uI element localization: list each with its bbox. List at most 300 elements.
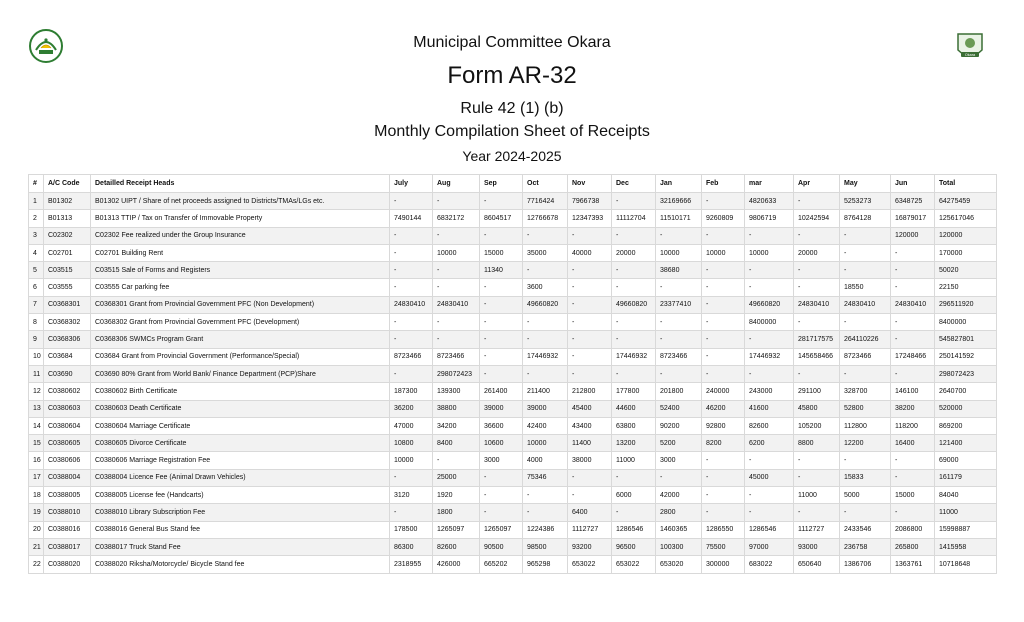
column-header: July	[390, 175, 433, 193]
table-cell: 8604517	[480, 210, 523, 227]
table-cell: 328700	[840, 383, 891, 400]
table-cell: B01313 TTIP / Tax on Transfer of Immovable Property	[91, 210, 390, 227]
table-cell: C0368301 Grant from Provincial Government PFC (Non Development)	[91, 296, 390, 313]
table-cell: -	[840, 314, 891, 331]
table-cell: 45000	[745, 469, 794, 486]
table-cell: 201800	[656, 383, 702, 400]
table-cell: 243000	[745, 383, 794, 400]
table-cell: 86300	[390, 538, 433, 555]
table-cell: 46200	[702, 400, 745, 417]
fiscal-year: Year 2024-2025	[462, 148, 562, 164]
table-cell: 653020	[656, 556, 702, 573]
table-cell: 1286546	[612, 521, 656, 538]
table-cell: 146100	[891, 383, 935, 400]
table-cell: 177800	[612, 383, 656, 400]
table-cell: 10000	[702, 244, 745, 261]
table-cell: -	[568, 348, 612, 365]
table-cell: -	[702, 279, 745, 296]
table-cell: C0380606 Marriage Registration Fee	[91, 452, 390, 469]
table-cell: 21	[29, 538, 44, 555]
table-row	[29, 193, 997, 210]
table-cell: 52800	[840, 400, 891, 417]
table-cell: 1286546	[745, 521, 794, 538]
table-cell: 8800	[794, 435, 840, 452]
table-cell: 264110226	[840, 331, 891, 348]
table-cell: 7490144	[390, 210, 433, 227]
table-cell: C0368302 Grant from Provincial Government PFC (Development)	[91, 314, 390, 331]
table-cell: 15000	[891, 487, 935, 504]
table-cell: 11	[29, 365, 44, 382]
table-cell: C03684 Grant from Provincial Government (Performance/Special)	[91, 348, 390, 365]
column-header: Jun	[891, 175, 935, 193]
table-cell: -	[523, 504, 568, 521]
table-cell: -	[745, 452, 794, 469]
table-cell: -	[794, 193, 840, 210]
table-cell: -	[390, 365, 433, 382]
table-cell: C0368306 SWMCs Program Grant	[91, 331, 390, 348]
table-cell: 125617046	[935, 210, 997, 227]
table-cell: 3600	[523, 279, 568, 296]
table-cell: 42000	[656, 487, 702, 504]
table-cell: -	[480, 365, 523, 382]
table-cell: -	[480, 227, 523, 244]
table-cell: -	[612, 365, 656, 382]
table-cell: 38680	[656, 262, 702, 279]
table-cell: 187300	[390, 383, 433, 400]
table-cell: -	[891, 244, 935, 261]
table-cell: 5200	[656, 435, 702, 452]
table-cell: 39000	[523, 400, 568, 417]
table-cell: C0380603	[44, 400, 91, 417]
table-cell: -	[702, 469, 745, 486]
table-cell: 84040	[935, 487, 997, 504]
table-cell: -	[480, 504, 523, 521]
table-cell: 1415958	[935, 538, 997, 555]
table-cell: -	[891, 262, 935, 279]
table-cell: 10	[29, 348, 44, 365]
table-cell: 90500	[480, 538, 523, 555]
table-cell: 212800	[568, 383, 612, 400]
table-cell: -	[702, 487, 745, 504]
table-cell: 10000	[433, 244, 480, 261]
table-cell: -	[891, 279, 935, 296]
table-cell: -	[568, 487, 612, 504]
table-cell: 236758	[840, 538, 891, 555]
organization-name: Municipal Committee Okara	[413, 34, 611, 51]
table-cell: 869200	[935, 417, 997, 434]
column-header: A/C Code	[44, 175, 91, 193]
table-cell: 6348725	[891, 193, 935, 210]
table-row	[29, 538, 997, 555]
table-cell: 22	[29, 556, 44, 573]
table-cell: 1112727	[794, 521, 840, 538]
rule-reference: Rule 42 (1) (b)	[460, 100, 564, 117]
table-cell: C0380602	[44, 383, 91, 400]
table-cell: -	[612, 279, 656, 296]
table-cell: 145658466	[794, 348, 840, 365]
table-cell: C03684	[44, 348, 91, 365]
table-cell: C02302 Fee realized under the Group Insurance	[91, 227, 390, 244]
table-cell: 93200	[568, 538, 612, 555]
table-cell: 240000	[702, 383, 745, 400]
table-cell: 10800	[390, 435, 433, 452]
table-row	[29, 262, 997, 279]
table-cell: 2433546	[840, 521, 891, 538]
table-row	[29, 469, 997, 486]
table-cell: 64275459	[935, 193, 997, 210]
table-cell: 1112727	[568, 521, 612, 538]
table-row	[29, 400, 997, 417]
table-row	[29, 348, 997, 365]
table-cell: 22150	[935, 279, 997, 296]
table-cell: C0388017 Truck Stand Fee	[91, 538, 390, 555]
table-cell: 82600	[745, 417, 794, 434]
table-cell: 650640	[794, 556, 840, 573]
table-cell: 2800	[656, 504, 702, 521]
table-cell: 11000	[612, 452, 656, 469]
table-row	[29, 227, 997, 244]
table-cell: B01302 UIPT / Share of net proceeds assigned to Districts/TMAs/LGs etc.	[91, 193, 390, 210]
column-header: Sep	[480, 175, 523, 193]
table-cell: 8200	[702, 435, 745, 452]
table-cell: 93000	[794, 538, 840, 555]
table-cell: -	[891, 365, 935, 382]
table-cell: -	[656, 469, 702, 486]
table-cell: -	[612, 227, 656, 244]
table-cell: C0388004	[44, 469, 91, 486]
table-cell: -	[891, 469, 935, 486]
table-cell: -	[840, 504, 891, 521]
table-cell: 16879017	[891, 210, 935, 227]
table-cell: 7966738	[568, 193, 612, 210]
table-cell: 10242594	[794, 210, 840, 227]
table-cell: 49660820	[523, 296, 568, 313]
table-cell: -	[480, 296, 523, 313]
table-cell: 1363761	[891, 556, 935, 573]
table-cell: 2318955	[390, 556, 433, 573]
table-cell: -	[612, 314, 656, 331]
table-cell: -	[840, 365, 891, 382]
receipts-table	[28, 174, 997, 574]
table-row	[29, 331, 997, 348]
table-cell: 100300	[656, 538, 702, 555]
table-cell: 265800	[891, 538, 935, 555]
table-cell: 11000	[794, 487, 840, 504]
table-cell: -	[612, 193, 656, 210]
table-cell: 49660820	[612, 296, 656, 313]
table-row	[29, 435, 997, 452]
table-cell: C0388010 Library Subscription Fee	[91, 504, 390, 521]
table-cell: C03515 Sale of Forms and Registers	[91, 262, 390, 279]
table-cell: 11510171	[656, 210, 702, 227]
table-header	[29, 175, 997, 193]
table-cell: 281717575	[794, 331, 840, 348]
table-cell: 1920	[433, 487, 480, 504]
table-cell: 8723466	[656, 348, 702, 365]
table-cell: 121400	[935, 435, 997, 452]
table-row	[29, 383, 997, 400]
table-row	[29, 556, 997, 573]
table-cell: 8764128	[840, 210, 891, 227]
table-cell: -	[433, 452, 480, 469]
table-cell: 41600	[745, 400, 794, 417]
table-cell: -	[612, 262, 656, 279]
table-cell: -	[745, 331, 794, 348]
table-cell: -	[656, 365, 702, 382]
table-cell: -	[568, 331, 612, 348]
table-cell: 1286550	[702, 521, 745, 538]
table-cell: 10000	[745, 244, 794, 261]
table-cell: 15998887	[935, 521, 997, 538]
table-row	[29, 521, 997, 538]
table-cell: -	[433, 279, 480, 296]
table-cell: 11400	[568, 435, 612, 452]
table-cell: 10600	[480, 435, 523, 452]
table-cell: 36600	[480, 417, 523, 434]
table-cell: 291100	[794, 383, 840, 400]
table-cell: -	[794, 469, 840, 486]
table-cell: 17446932	[612, 348, 656, 365]
table-cell: 45400	[568, 400, 612, 417]
table-cell: -	[612, 331, 656, 348]
table-cell: 17446932	[523, 348, 568, 365]
table-cell: -	[891, 314, 935, 331]
table-cell: C0380603 Death Certificate	[91, 400, 390, 417]
table-cell: 75500	[702, 538, 745, 555]
table-cell: B01313	[44, 210, 91, 227]
table-row	[29, 279, 997, 296]
table-cell: 6832172	[433, 210, 480, 227]
table-cell: -	[480, 279, 523, 296]
table-cell: 3	[29, 227, 44, 244]
table-cell: 96500	[612, 538, 656, 555]
table-cell: -	[656, 227, 702, 244]
table-cell: 39000	[480, 400, 523, 417]
table-cell: 1460365	[656, 521, 702, 538]
table-cell: -	[523, 227, 568, 244]
table-cell: 43400	[568, 417, 612, 434]
table-cell: 20000	[794, 244, 840, 261]
table-cell: 17248466	[891, 348, 935, 365]
table-cell: 40000	[568, 244, 612, 261]
table-cell: 23377410	[656, 296, 702, 313]
table-row	[29, 452, 997, 469]
table-cell: -	[480, 469, 523, 486]
table-cell: -	[390, 193, 433, 210]
table-cell: 52400	[656, 400, 702, 417]
table-cell: C0388004 Licence Fee (Animal Drawn Vehicles)	[91, 469, 390, 486]
table-cell: 8723466	[433, 348, 480, 365]
table-cell: 24830410	[794, 296, 840, 313]
table-cell: -	[390, 504, 433, 521]
table-cell: 92800	[702, 417, 745, 434]
table-cell: C0388017	[44, 538, 91, 555]
table-cell: -	[480, 331, 523, 348]
header-row	[29, 175, 997, 193]
table-cell: 34200	[433, 417, 480, 434]
table-cell: -	[840, 262, 891, 279]
table-cell: -	[745, 262, 794, 279]
table-cell: 1265097	[433, 521, 480, 538]
table-cell: 300000	[702, 556, 745, 573]
table-cell: 38000	[568, 452, 612, 469]
table-cell: 90200	[656, 417, 702, 434]
table-cell: 298072423	[935, 365, 997, 382]
table-cell: 3120	[390, 487, 433, 504]
table-cell: 4820633	[745, 193, 794, 210]
table-cell: 211400	[523, 383, 568, 400]
table-cell: C0380605 Divorce Certificate	[91, 435, 390, 452]
table-cell: 8723466	[390, 348, 433, 365]
table-cell: 2	[29, 210, 44, 227]
table-cell: 24830410	[433, 296, 480, 313]
column-header: Apr	[794, 175, 840, 193]
table-cell: -	[568, 262, 612, 279]
table-cell: -	[702, 314, 745, 331]
table-cell: -	[523, 262, 568, 279]
table-cell: 35000	[523, 244, 568, 261]
table-cell: -	[390, 314, 433, 331]
table-cell: 8723466	[840, 348, 891, 365]
table-cell: 44600	[612, 400, 656, 417]
table-cell: -	[794, 504, 840, 521]
table-cell: -	[656, 314, 702, 331]
table-cell: 7	[29, 296, 44, 313]
table-cell: -	[891, 452, 935, 469]
table-cell: 11000	[935, 504, 997, 521]
table-cell: 112800	[840, 417, 891, 434]
table-cell: -	[480, 348, 523, 365]
table-cell: 12	[29, 383, 44, 400]
table-cell: 7716424	[523, 193, 568, 210]
table-cell: C0380605	[44, 435, 91, 452]
table-cell: -	[702, 227, 745, 244]
table-cell: -	[840, 244, 891, 261]
table-cell: 5	[29, 262, 44, 279]
table-cell: 9260809	[702, 210, 745, 227]
table-cell: 1386706	[840, 556, 891, 573]
form-title: Form AR-32	[447, 62, 577, 89]
table-cell: 10000	[390, 452, 433, 469]
table-cell: 12347393	[568, 210, 612, 227]
table-cell: -	[840, 227, 891, 244]
table-cell: 63800	[612, 417, 656, 434]
table-cell: 2086800	[891, 521, 935, 538]
column-header: Feb	[702, 175, 745, 193]
column-header: mar	[745, 175, 794, 193]
table-cell: 118200	[891, 417, 935, 434]
table-cell: C0380604	[44, 417, 91, 434]
table-cell: 13	[29, 400, 44, 417]
table-cell: -	[480, 193, 523, 210]
table-row	[29, 417, 997, 434]
table-cell: 69000	[935, 452, 997, 469]
table-cell: 25000	[433, 469, 480, 486]
table-cell: 161179	[935, 469, 997, 486]
sheet-title: Monthly Compilation Sheet of Receipts	[374, 123, 650, 140]
table-cell: 296511920	[935, 296, 997, 313]
column-header: #	[29, 175, 44, 193]
table-cell: -	[568, 365, 612, 382]
table-cell: 5000	[840, 487, 891, 504]
table-cell: 38200	[891, 400, 935, 417]
table-cell: -	[891, 331, 935, 348]
table-cell: -	[433, 314, 480, 331]
table-cell: 18550	[840, 279, 891, 296]
table-cell: -	[794, 227, 840, 244]
table-cell: 1	[29, 193, 44, 210]
column-header: Oct	[523, 175, 568, 193]
table-cell: C0380606	[44, 452, 91, 469]
table-cell: C02302	[44, 227, 91, 244]
table-cell: C0388016	[44, 521, 91, 538]
table-cell: 665202	[480, 556, 523, 573]
table-cell: 97000	[745, 538, 794, 555]
table-cell: -	[656, 279, 702, 296]
table-cell: C0368302	[44, 314, 91, 331]
table-cell: -	[702, 262, 745, 279]
table-cell: -	[523, 331, 568, 348]
table-cell: 75346	[523, 469, 568, 486]
table-cell: -	[612, 469, 656, 486]
table-cell: 545827801	[935, 331, 997, 348]
table-cell: -	[433, 262, 480, 279]
table-cell: -	[702, 504, 745, 521]
table-cell: -	[745, 365, 794, 382]
table-cell: B01302	[44, 193, 91, 210]
table-cell: C0388010	[44, 504, 91, 521]
table-cell: -	[794, 452, 840, 469]
table-cell: C0368301	[44, 296, 91, 313]
table-cell: -	[523, 365, 568, 382]
column-header: Nov	[568, 175, 612, 193]
table-cell: 17446932	[745, 348, 794, 365]
table-cell: -	[702, 331, 745, 348]
table-cell: 98500	[523, 538, 568, 555]
table-cell: 16400	[891, 435, 935, 452]
table-cell: -	[656, 331, 702, 348]
table-cell: -	[480, 487, 523, 504]
table-cell: 19	[29, 504, 44, 521]
table-cell: 10000	[523, 435, 568, 452]
table-row	[29, 210, 997, 227]
table-cell: 298072423	[433, 365, 480, 382]
table-cell: C03555	[44, 279, 91, 296]
table-cell: -	[433, 193, 480, 210]
table-cell: 8400	[433, 435, 480, 452]
table-cell: 17	[29, 469, 44, 486]
table-cell: 38800	[433, 400, 480, 417]
table-cell: 12200	[840, 435, 891, 452]
table-cell: 426000	[433, 556, 480, 573]
table-cell: C0380602 Birth Certificate	[91, 383, 390, 400]
table-cell: 24830410	[390, 296, 433, 313]
table-cell: -	[523, 314, 568, 331]
table-cell: 20	[29, 521, 44, 538]
table-cell: -	[523, 487, 568, 504]
column-header: Dec	[612, 175, 656, 193]
table-cell: -	[390, 279, 433, 296]
column-header: Aug	[433, 175, 480, 193]
table-cell: 1265097	[480, 521, 523, 538]
table-cell: 1224386	[523, 521, 568, 538]
table-cell: 36200	[390, 400, 433, 417]
table-cell: 6400	[568, 504, 612, 521]
table-cell: 6	[29, 279, 44, 296]
table-cell: C03555 Car parking fee	[91, 279, 390, 296]
table-cell: -	[568, 469, 612, 486]
table-cell: C03515	[44, 262, 91, 279]
